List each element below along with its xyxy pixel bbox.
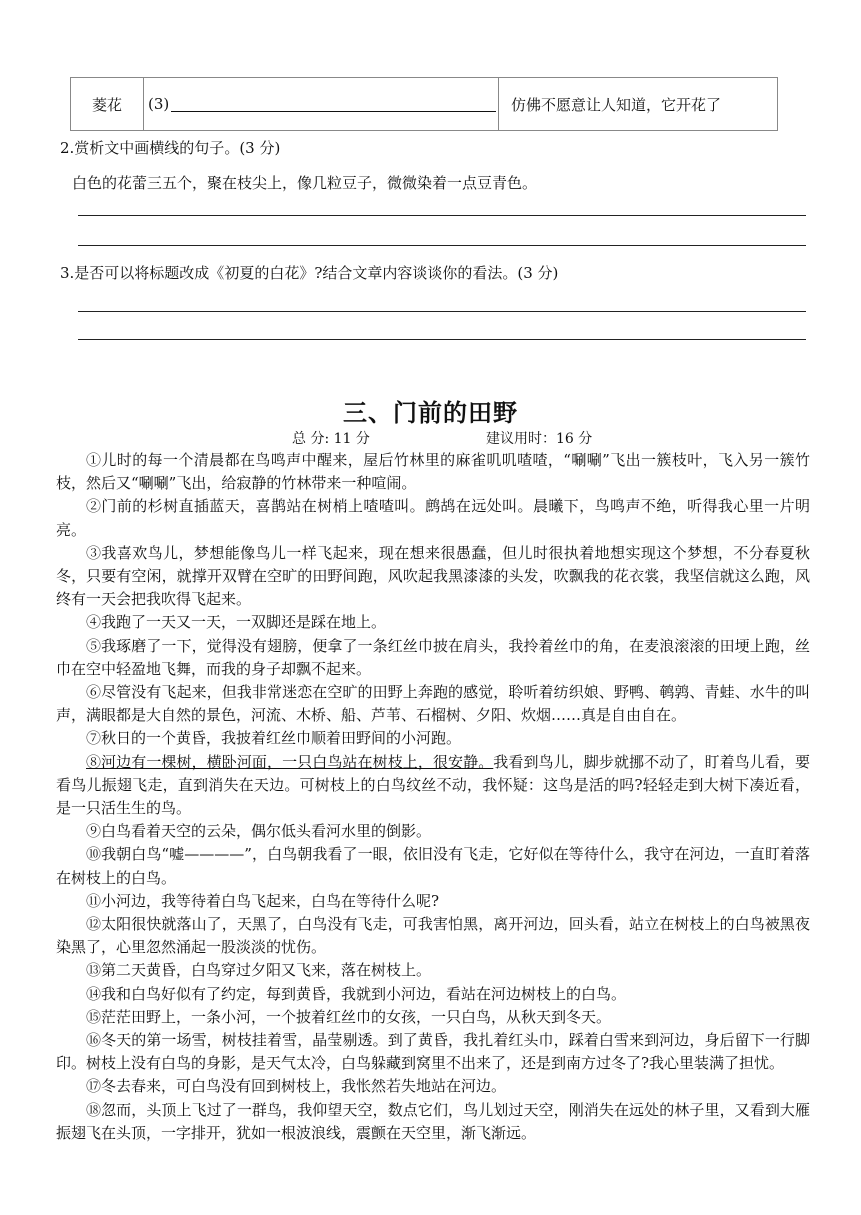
- paragraph: ⑱忽而，头顶上飞过了一群鸟，我仰望天空，数点它们，鸟儿划过天空，刚消失在远处的林子里，又看到大雁振翅飞在头顶，一字排开，犹如一根波浪线，震颤在天空里，渐飞渐远。: [56, 1100, 810, 1142]
- answer-blank-line[interactable]: [171, 97, 496, 112]
- paragraph-rest: 我看到鸟儿，脚步就挪不动了，盯着鸟儿看，要看鸟儿振翅飞走，直到消失在天边。可树枝上的白鸟纹丝不动，我怀疑：这鸟是活的吗?轻轻走到大树下凑近看，是一只活生生的鸟。: [56, 752, 810, 818]
- answer-line[interactable]: [78, 245, 806, 246]
- description-cell: 仿佛不愿意让人知道，它开花了: [511, 95, 722, 114]
- paragraph: ③我喜欢鸟儿，梦想能像鸟儿一样飞起来，现在想来很愚蠢，但儿时很执着地想实现这个梦想，不分春夏秋冬，只要有空闲，就撑开双臂在空旷的田野间跑，风吹起我黑漆漆的头发，吹飘我的花衣裳，我坚信就这么跑，风终有一天会把我吹得飞起来。: [56, 543, 810, 609]
- question-2-quote: 白色的花蕾三五个，聚在枝尖上，像几粒豆子，微微染着一点豆青色。: [72, 174, 538, 192]
- question-3: 3.是否可以将标题改成《初夏的白花》?结合文章内容谈谈你的看法。(3 分): [60, 264, 559, 282]
- paragraph: ⑯冬天的第一场雪，树枝挂着雪，晶莹剔透。到了黄昏，我扎着红头巾，踩着白雪来到河边，身后留下一行脚印。树枝上没有白鸟的身影，是天气太冷，白鸟躲藏到窝里不出来了，还是到南方过冬了?我心里装满了担忧。: [56, 1031, 810, 1073]
- paragraph: ⑬第二天黄昏，白鸟穿过夕阳又飞来，落在树枝上。: [86, 961, 432, 980]
- score-text: 总 分: 11 分: [292, 431, 370, 447]
- underlined-sentence: ⑧河边有一棵树，横卧河面，一只白鸟站在树枝上，很安静。: [86, 752, 494, 771]
- paragraph: ⑫太阳很快就落山了，天黑了，白鸟没有飞走，可我害怕黑，离开河边，回头看，站立在树枝上的白鸟被黑夜染黑了，心里忽然涌起一股淡淡的忧伤。: [56, 915, 810, 957]
- paragraph: ⑭我和白鸟好似有了约定，每到黄昏，我就到小河边，看站在河边树枝上的白鸟。: [86, 984, 627, 1003]
- blank-label: (3): [148, 95, 170, 113]
- answer-line[interactable]: [78, 215, 806, 216]
- answer-line[interactable]: [78, 311, 806, 312]
- paragraph: ⑥尽管没有飞起来，但我非常迷恋在空旷的田野上奔跑的感觉，聆听着纺织娘、野鸭、鹌鹑、青蛙、水牛的叫声，满眼都是大自然的景色，河流、木桥、船、芦苇、石榴树、夕阳、炊烟……真是自由自在。: [56, 683, 810, 725]
- paragraph: ⑩我朝白鸟“嘘————”，白鸟朝我看了一眼，依旧没有飞走，它好似在等待什么，我守在河边，一直盯着落在树枝上的白鸟。: [56, 845, 810, 887]
- paragraph: ⑪小河边，我等待着白鸟飞起来，白鸟在等待什么呢?: [86, 891, 440, 910]
- paragraph: ②门前的杉树直插蓝天，喜鹊站在树梢上喳喳叫。鹧鸪在远处叫。晨曦下，鸟鸣声不绝，听得我心里一片明亮。: [56, 497, 810, 539]
- paragraph: ⑰冬去春来，可白鸟没有回到树枝上，我怅然若失地站在河边。: [86, 1077, 507, 1096]
- paragraph: ⑤我琢磨了一下，觉得没有翅膀，便拿了一条红丝巾披在肩头，我拎着丝巾的角，在麦浪滚滚的田埂上跑，丝巾在空中轻盈地飞舞，而我的身子却飘不起来。: [56, 636, 810, 678]
- question-2: 2.赏析文中画横线的句子。(3 分): [60, 139, 281, 157]
- paragraph: ⑨白鸟看着天空的云朵，偶尔低头看河水里的倒影。: [86, 822, 432, 841]
- paragraph: ④我跑了一天又一天，一双脚还是踩在地上。: [86, 613, 387, 632]
- article-body: [56, 449, 810, 1145]
- paragraph: ⑮茫茫田野上，一条小河，一个披着红丝巾的女孩，一只白鸟，从秋天到冬天。: [86, 1007, 612, 1026]
- section-title: 三、门前的田野: [343, 399, 518, 427]
- paragraph: [56, 751, 810, 821]
- paragraph: ①儿时的每一个清晨都在鸟鸣声中醒来，屋后竹林里的麻雀叽叽喳喳，“唰唰”飞出一簇枝叶，飞入另一簇竹枝，然后又“唰唰”飞出，给寂静的竹林带来一种喧闹。: [56, 451, 810, 493]
- flower-name-cell: 菱花: [71, 78, 144, 130]
- answer-blank-cell: [144, 78, 499, 130]
- paragraph: ⑦秋日的一个黄昏，我披着红丝巾顺着田野间的小河跑。: [86, 729, 462, 748]
- answer-line[interactable]: [78, 339, 806, 340]
- table-row: [70, 77, 778, 131]
- time-text: 建议用时：16 分: [486, 431, 593, 447]
